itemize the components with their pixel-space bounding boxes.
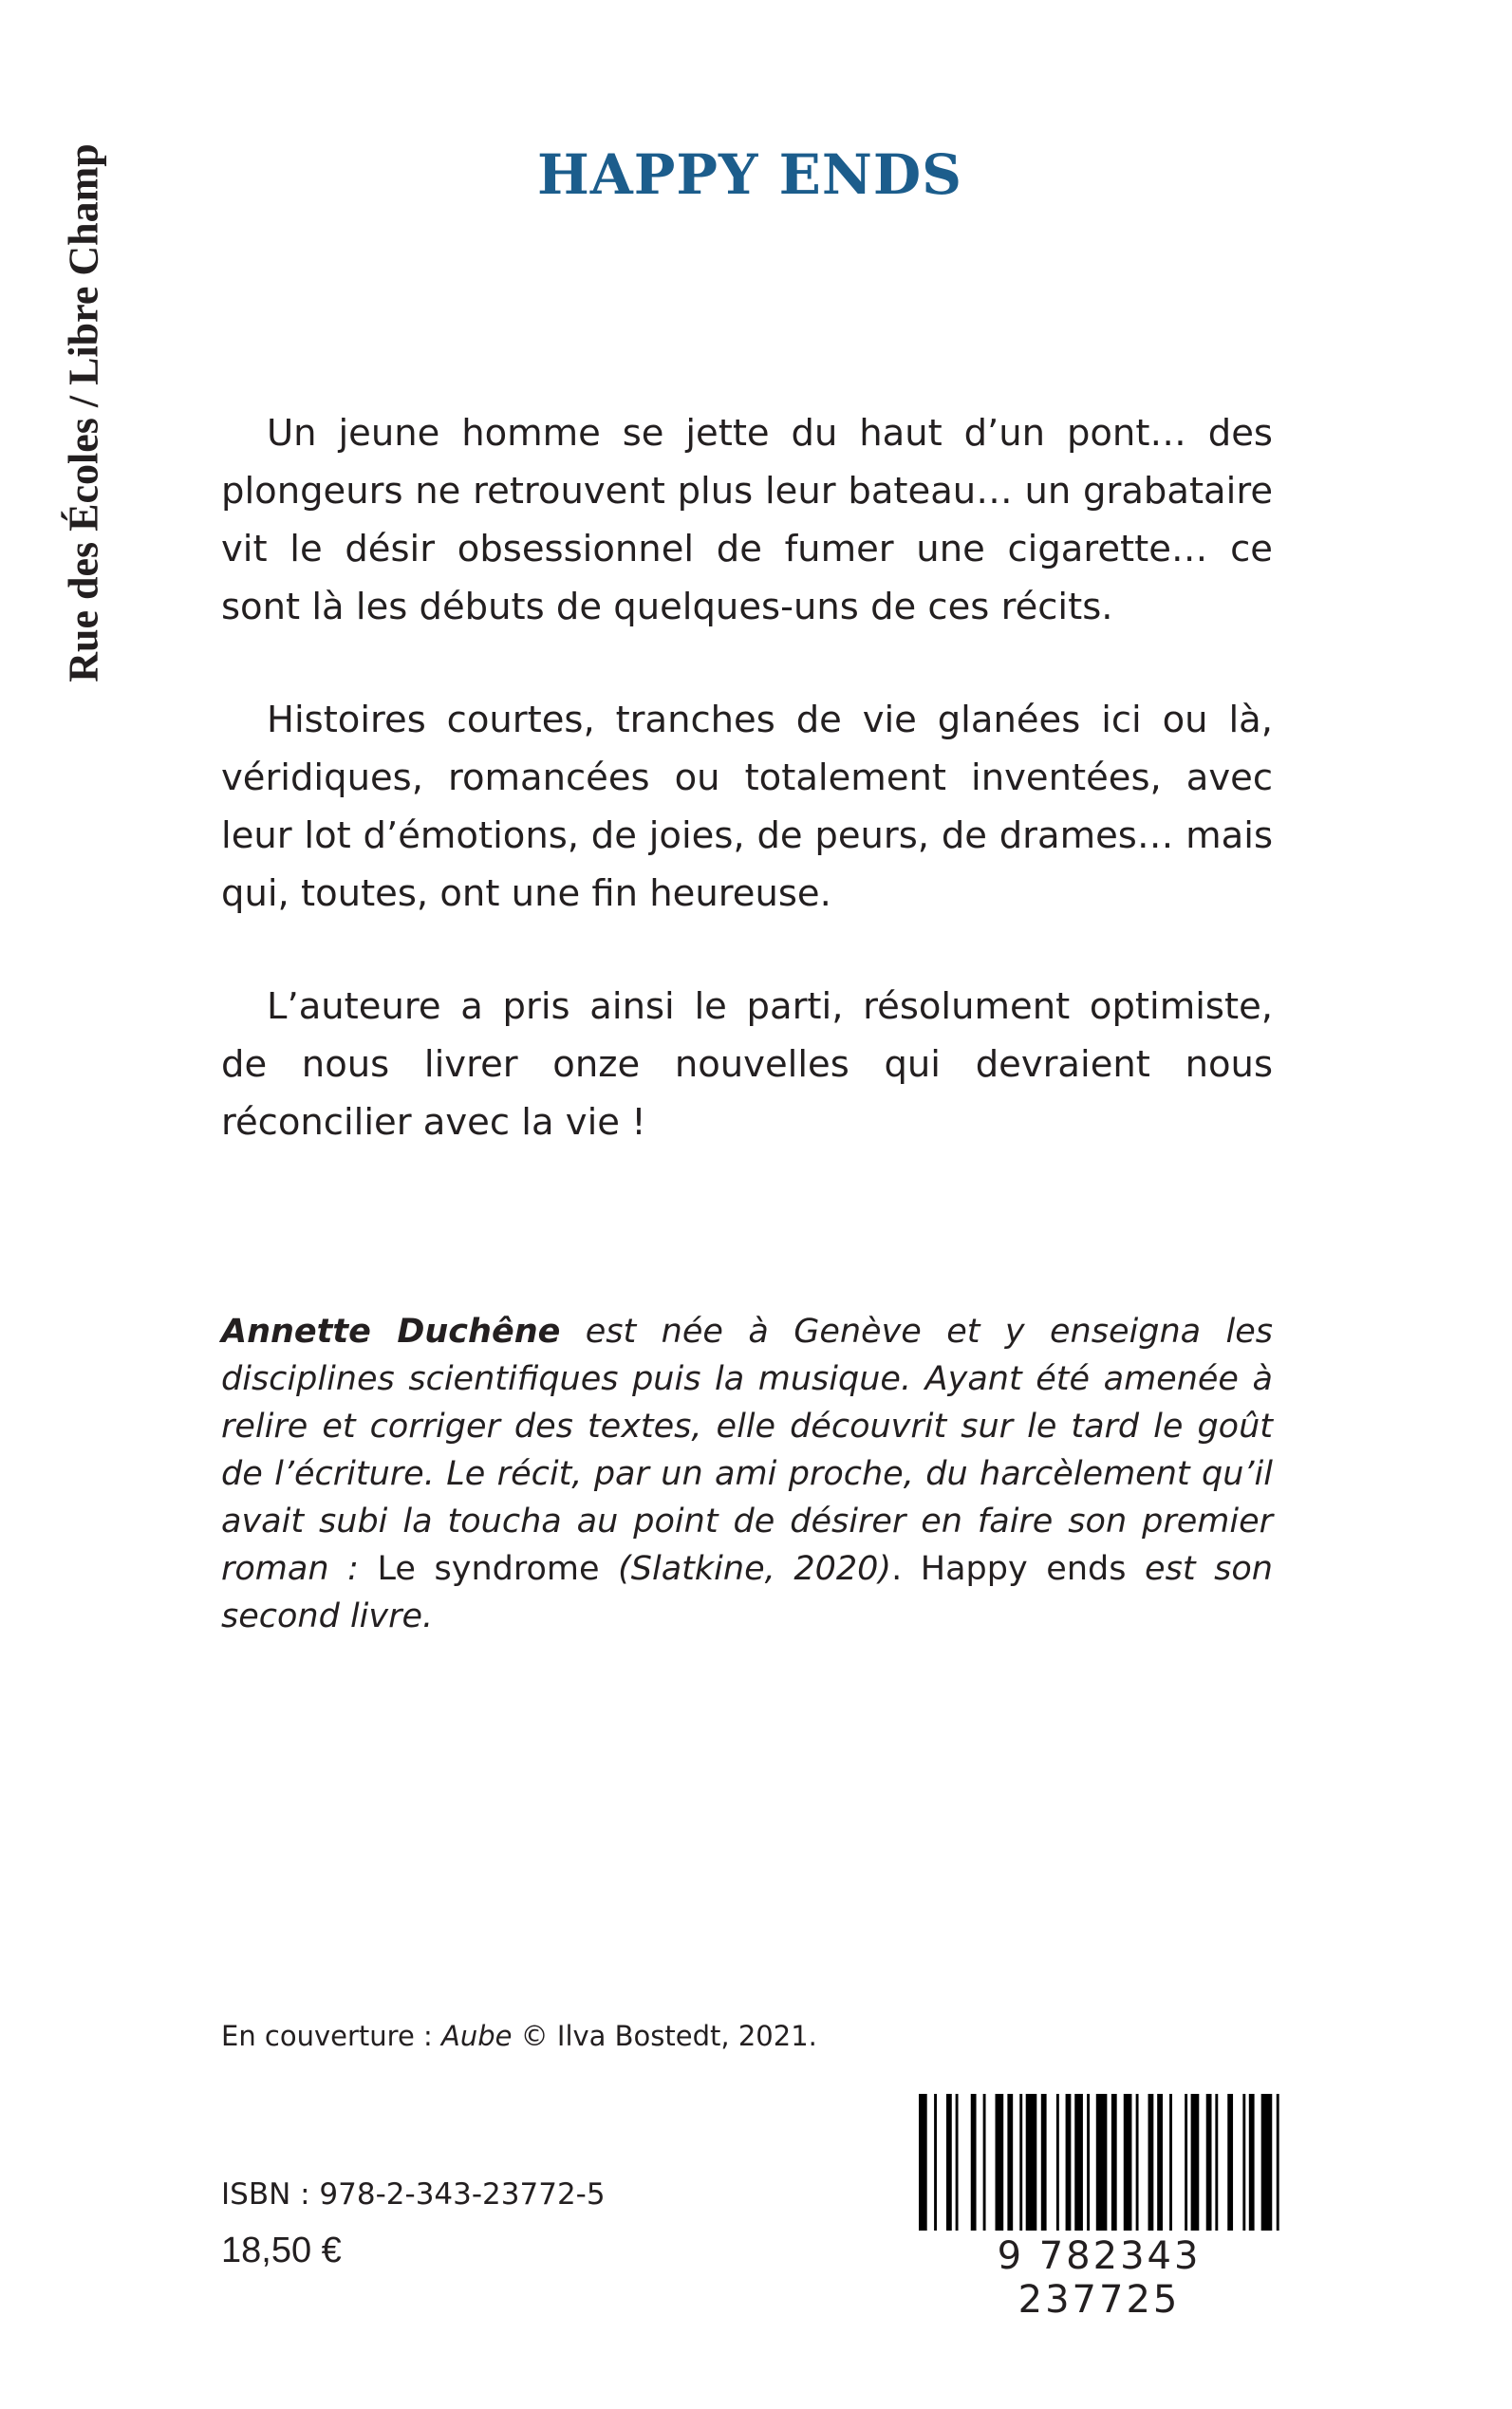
blurb bbox=[221, 404, 1273, 1206]
author-name: Annette Duchêne bbox=[221, 1313, 561, 1351]
spine bbox=[55, 109, 112, 717]
author-bio bbox=[221, 1308, 1273, 1640]
blurb-paragraph: Un jeune homme se jette du haut d’un pont… des plongeurs ne retrouvent plus leur bateau… un grabataire vit le désir obsessionnel de fumer une cigarette… ce sont là les débuts de quelques-uns de ces récits. bbox=[221, 412, 1273, 628]
credit-prefix: En couverture : bbox=[221, 2020, 441, 2052]
book-title: HAPPY ENDS bbox=[536, 142, 963, 207]
cover-credit bbox=[221, 2020, 817, 2052]
blurb-paragraph: L’auteure a pris ainsi le parti, résolument optimiste, de nous livrer onze nouvelles qui devraient nous réconcilier avec la vie ! bbox=[221, 985, 1273, 1144]
bio-publisher: (Slatkine, 2020) bbox=[599, 1550, 892, 1588]
bio-book-title: Happy ends bbox=[920, 1550, 1127, 1588]
bio-book-title: Le syndrome bbox=[377, 1550, 600, 1588]
bio-text: est née à Genève et y enseigna les disciplines scientifiques puis la musique. Ayant été amenée à relire et corriger des textes, elle découvrit sur le tard le goût de l’écriture. Le récit, par un ami proche, du harcèlement qu’il avait subi la toucha au point de désirer en faire son premier roman : bbox=[221, 1313, 1273, 1588]
credit-suffix: © Ilva Bostedt, 2021. bbox=[512, 2020, 817, 2052]
spine-series-label: Rue des Écoles / Libre Champ bbox=[60, 143, 107, 682]
credit-work: Aube bbox=[441, 2020, 513, 2052]
barcode-digits: 9 782343 237725 bbox=[919, 2231, 1279, 2322]
bio-text: est son second livre. bbox=[221, 1550, 1273, 1635]
price: 18,50 € bbox=[221, 2231, 342, 2270]
isbn: ISBN : 978-2-343-23772-5 bbox=[221, 2177, 606, 2212]
blurb-paragraph: Histoires courtes, tranches de vie glanées ici ou là, véridiques, romancées ou totalement inventées, avec leur lot d’émotions, de joies, de peurs, de drames… mais qui, toutes, ont une fin heureuse. bbox=[221, 699, 1273, 915]
bio-text: . bbox=[891, 1550, 921, 1588]
